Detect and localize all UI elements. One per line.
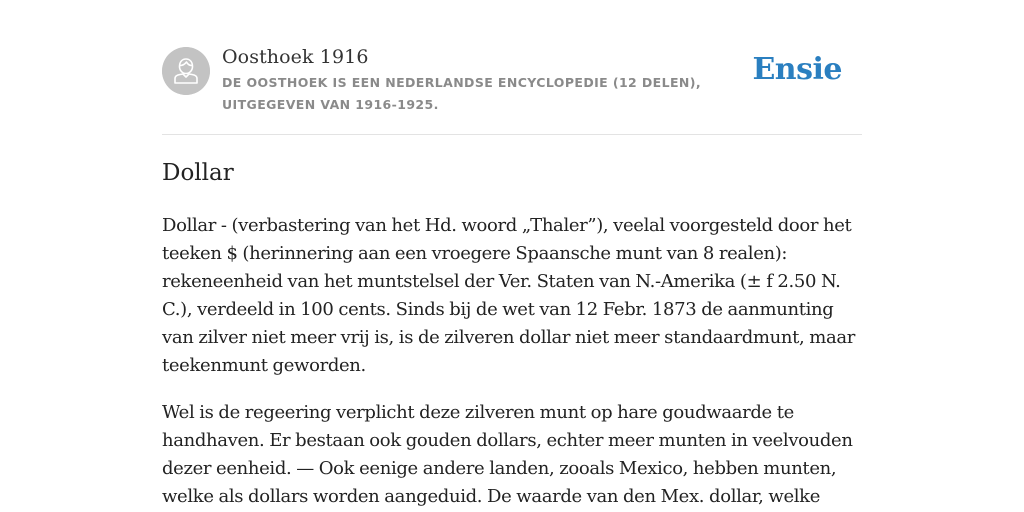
user-silhouette-icon[interactable] [162, 47, 210, 95]
source-header [162, 0, 862, 135]
ensie-logo[interactable]: Ensie [752, 52, 842, 87]
article-paragraph: Wel is de regeering verplicht deze zilveren munt op hare goudwaarde te handhaven. Er bestaan ook gouden dollars, echter meer munten in veelvouden dezer eenheid. — Ook eenige andere landen, zooals Mexico, hebben munten, welke als dollars worden aangeduid. De waarde van den Mex. dollar, welke [162, 402, 853, 507]
source-title[interactable]: Oosthoek 1916 [222, 46, 369, 68]
source-description: DE OOSTHOEK IS EEN NEDERLANDSE ENCYCLOPEDIE (12 DELEN), UITGEGEVEN VAN 1916-1925. [222, 75, 702, 112]
article-paragraph: Dollar - (verbastering van het Hd. woord „Thaler”), veelal voorgesteld door het teeken $ (herinnering aan een vroegere Spaansche munt van 8 realen): rekeneenheid van het muntstelsel der Ver. Staten van N.-Amerika (± f 2.50 N. C.), verdeeld in 100 cents. Sinds bij de wet van 12 Febr. 1873 de aanmunting van zilver niet meer vrij is, is de zilveren dollar niet meer standaardmunt, maar teekenmunt geworden. [162, 215, 855, 376]
article-title: Dollar [162, 160, 234, 186]
article-body [162, 212, 862, 512]
page-container [162, 0, 862, 507]
